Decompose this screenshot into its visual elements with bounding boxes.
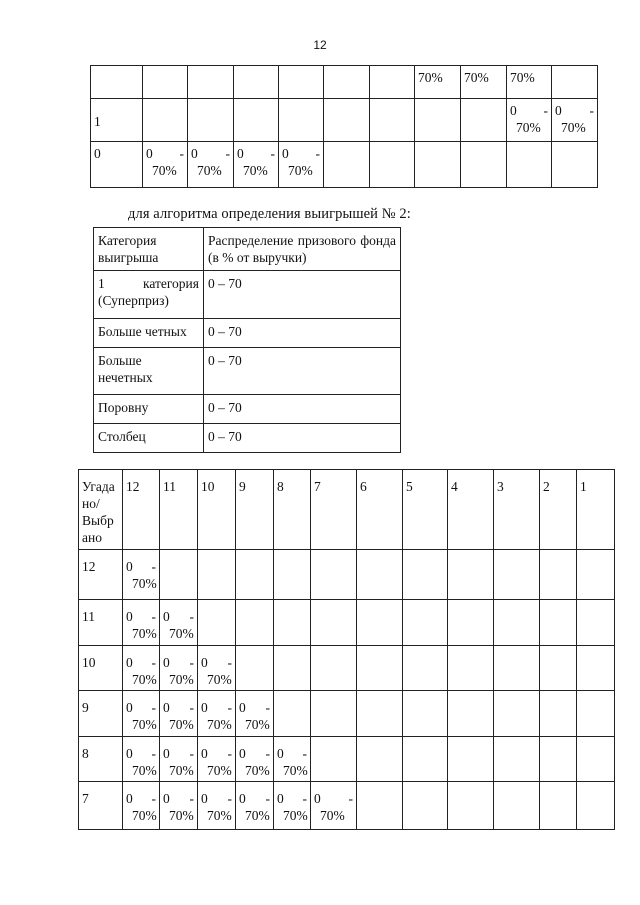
value-cell (198, 737, 236, 782)
value-cell (415, 99, 461, 142)
range-to: 70% (132, 626, 157, 641)
range-to: 70% (288, 163, 313, 178)
range-value (126, 654, 156, 688)
range-dash: - (227, 746, 232, 761)
range-top (163, 790, 194, 807)
range-from: 0 (201, 746, 208, 761)
range-dash: - (189, 700, 194, 715)
range-value (239, 699, 270, 733)
value-cell (552, 66, 598, 99)
value-cell (236, 550, 274, 600)
range-to: 70% (283, 763, 308, 778)
row-label-cell: 9 (79, 691, 123, 737)
column-header-cell: 1 (577, 470, 615, 550)
category-cell: Больше четных (94, 319, 204, 348)
value-cell: 70% (415, 66, 461, 99)
value-cell (507, 142, 552, 188)
value-cell (160, 691, 198, 737)
range-value (277, 745, 307, 779)
range-to: 70% (245, 763, 270, 778)
range-dash: - (179, 146, 184, 161)
header-distribution (204, 228, 401, 271)
range-dash: - (227, 655, 232, 670)
value-cell (123, 737, 160, 782)
range-from: 0 (191, 146, 198, 161)
range-dash: - (189, 655, 194, 670)
value-cell (198, 550, 236, 600)
range-to: 70% (197, 163, 222, 178)
range-to: 70% (169, 672, 194, 687)
range-dash: - (151, 559, 156, 574)
value-cell (274, 691, 311, 737)
range-top (146, 145, 184, 162)
range-from: 0 (163, 791, 170, 806)
range-dash: - (151, 655, 156, 670)
value-cell (143, 66, 188, 99)
range-to: 70% (132, 672, 157, 687)
range-dash: - (543, 103, 548, 118)
range-top (163, 608, 194, 625)
table-row (94, 348, 401, 395)
range-from: 0 (239, 791, 246, 806)
range-to: 70% (207, 717, 232, 732)
table-row (79, 691, 615, 737)
header-category: Категория выигрыша (94, 228, 204, 271)
range-top (126, 654, 156, 671)
range-dash: - (227, 791, 232, 806)
value-cell (198, 782, 236, 830)
value-cell (188, 66, 234, 99)
range-from: 0 (126, 746, 133, 761)
range-value (239, 790, 270, 824)
range-dash: - (151, 791, 156, 806)
range-from: 0 (277, 791, 284, 806)
table-row (94, 424, 401, 453)
value-cell (274, 737, 311, 782)
value-cell (279, 99, 324, 142)
range-to: 70% (207, 808, 232, 823)
column-header-cell: 6 (357, 470, 403, 550)
value-cell (577, 600, 615, 646)
value-cell (540, 550, 577, 600)
table-continuation (90, 65, 598, 188)
value-cell (279, 142, 324, 188)
range-from: 0 (510, 103, 517, 118)
value-cell (143, 99, 188, 142)
range-to: 70% (320, 808, 345, 823)
range-top (282, 145, 320, 162)
value-cell (461, 142, 507, 188)
category-cell: 1 категория (Суперприз) (94, 271, 204, 319)
column-header-cell: 5 (403, 470, 448, 550)
range-value (126, 699, 156, 733)
table-header-row (94, 228, 401, 271)
range-top (555, 102, 594, 119)
value-cell (311, 600, 357, 646)
value-cell (274, 550, 311, 600)
value-cell (494, 691, 540, 737)
range-from: 0 (146, 146, 153, 161)
value-cell (123, 646, 160, 691)
value-cell (324, 99, 370, 142)
range-from: 0 (201, 700, 208, 715)
column-header-cell: 4 (448, 470, 494, 550)
column-header-cell: 12 (123, 470, 160, 550)
range-top (239, 745, 270, 762)
range-top (239, 699, 270, 716)
value-cell: 70% (461, 66, 507, 99)
value-cell (552, 99, 598, 142)
value-cell: 0 – 70 (204, 395, 401, 424)
range-to: 70% (132, 808, 157, 823)
value-cell: 0 – 70 (204, 424, 401, 453)
range-to: 70% (245, 717, 270, 732)
range-value (555, 102, 594, 136)
value-cell (448, 646, 494, 691)
value-cell (494, 646, 540, 691)
value-cell (123, 600, 160, 646)
value-cell (236, 600, 274, 646)
value-cell (311, 691, 357, 737)
column-header-cell: 11 (160, 470, 198, 550)
value-cell (540, 646, 577, 691)
range-from: 0 (201, 791, 208, 806)
range-dash: - (189, 609, 194, 624)
column-header-cell: 10 (198, 470, 236, 550)
range-dash: - (265, 791, 270, 806)
value-cell (370, 66, 415, 99)
value-cell (448, 600, 494, 646)
range-dash: - (225, 146, 230, 161)
value-cell (370, 142, 415, 188)
column-header-cell: 2 (540, 470, 577, 550)
range-dash: - (189, 746, 194, 761)
value-cell (448, 782, 494, 830)
value-cell (311, 782, 357, 830)
value-cell (403, 550, 448, 600)
value-cell (403, 600, 448, 646)
range-value (282, 145, 320, 179)
value-cell (577, 550, 615, 600)
range-to: 70% (169, 717, 194, 732)
prize-distribution-table (93, 227, 401, 453)
value-cell (160, 737, 198, 782)
value-cell (274, 782, 311, 830)
table-row (79, 782, 615, 830)
range-top (126, 790, 156, 807)
range-to: 70% (243, 163, 268, 178)
range-to: 70% (207, 763, 232, 778)
value-cell (123, 550, 160, 600)
value-cell (188, 99, 234, 142)
value-cell (123, 782, 160, 830)
value-cell (507, 99, 552, 142)
value-cell (198, 646, 236, 691)
range-to: 70% (169, 626, 194, 641)
range-dash: - (151, 609, 156, 624)
value-cell (357, 550, 403, 600)
range-value (201, 790, 232, 824)
value-cell (403, 646, 448, 691)
column-header-cell: 7 (311, 470, 357, 550)
value-cell (577, 737, 615, 782)
row-label-cell: 8 (79, 737, 123, 782)
range-from: 0 (163, 655, 170, 670)
range-dash: - (189, 791, 194, 806)
value-cell (236, 691, 274, 737)
range-value (146, 145, 184, 179)
value-cell (160, 646, 198, 691)
category-cell: Столбец (94, 424, 204, 453)
range-top (201, 790, 232, 807)
range-value (277, 790, 307, 824)
header-distribution-text: Распределение призового фонда (в % от выручки) (208, 233, 396, 265)
value-cell (461, 99, 507, 142)
value-cell (403, 691, 448, 737)
value-cell (198, 600, 236, 646)
value-cell (160, 550, 198, 600)
range-dash: - (315, 146, 320, 161)
value-cell (494, 737, 540, 782)
value-cell (494, 782, 540, 830)
range-dash: - (227, 700, 232, 715)
value-cell (403, 782, 448, 830)
range-to: 70% (283, 808, 308, 823)
range-value (126, 745, 156, 779)
value-cell (234, 99, 279, 142)
column-header-cell: 3 (494, 470, 540, 550)
range-value (163, 745, 194, 779)
range-to: 70% (152, 163, 177, 178)
range-value (126, 558, 156, 592)
category-cell: Поровну (94, 395, 204, 424)
row-label-cell: 10 (79, 646, 123, 691)
range-from: 0 (163, 609, 170, 624)
range-to: 70% (245, 808, 270, 823)
table-row (91, 142, 598, 188)
value-cell (357, 646, 403, 691)
value-cell (552, 142, 598, 188)
value-cell (311, 737, 357, 782)
range-value (163, 608, 194, 642)
value-cell (234, 142, 279, 188)
range-from: 0 (314, 791, 321, 806)
range-dash: - (265, 746, 270, 761)
range-top (126, 699, 156, 716)
range-from: 0 (126, 559, 133, 574)
range-top (163, 699, 194, 716)
range-from: 0 (277, 746, 284, 761)
row-label-cell: 7 (79, 782, 123, 830)
range-to: 70% (169, 808, 194, 823)
range-from: 0 (201, 655, 208, 670)
range-dash: - (265, 700, 270, 715)
range-top (237, 145, 275, 162)
value-cell (274, 646, 311, 691)
table-row (91, 99, 598, 142)
range-value (201, 745, 232, 779)
range-top (126, 608, 156, 625)
value-cell (577, 782, 615, 830)
value-cell (357, 600, 403, 646)
range-value (510, 102, 548, 136)
range-to: 70% (207, 672, 232, 687)
value-cell (357, 782, 403, 830)
value-cell (160, 600, 198, 646)
value-cell (494, 550, 540, 600)
value-cell (236, 646, 274, 691)
column-header-cell: 8 (274, 470, 311, 550)
range-top (314, 790, 353, 807)
value-cell (577, 646, 615, 691)
range-from: 0 (239, 746, 246, 761)
value-cell (236, 782, 274, 830)
table-row (79, 646, 615, 691)
value-cell (577, 691, 615, 737)
guessed-selected-table (78, 469, 615, 830)
range-value (201, 699, 232, 733)
table-row (79, 737, 615, 782)
range-from: 0 (126, 700, 133, 715)
column-header-cell: 9 (236, 470, 274, 550)
range-from: 0 (163, 746, 170, 761)
value-cell (160, 782, 198, 830)
range-dash: - (302, 791, 307, 806)
range-from: 0 (126, 791, 133, 806)
range-from: 0 (126, 609, 133, 624)
range-value (126, 608, 156, 642)
value-cell (494, 600, 540, 646)
value-cell (448, 550, 494, 600)
range-dash: - (151, 700, 156, 715)
range-value (126, 790, 156, 824)
value-cell (198, 691, 236, 737)
range-from: 0 (237, 146, 244, 161)
range-from: 0 (555, 103, 562, 118)
value-cell (324, 142, 370, 188)
value-cell (540, 600, 577, 646)
range-to: 70% (516, 120, 541, 135)
value-cell (234, 66, 279, 99)
range-from: 0 (282, 146, 289, 161)
range-top (277, 790, 307, 807)
range-to: 70% (132, 717, 157, 732)
range-value (201, 654, 232, 688)
corner-cell: Угада но/ Выбр ано (79, 470, 123, 550)
row-label-cell: 11 (79, 600, 123, 646)
table-row (94, 271, 401, 319)
range-top (201, 699, 232, 716)
range-to: 70% (132, 763, 157, 778)
range-top (201, 654, 232, 671)
range-dash: - (348, 791, 353, 806)
value-cell (236, 737, 274, 782)
page-number: 12 (313, 38, 327, 52)
row-label-cell (91, 66, 143, 99)
row-label-cell: 1 (91, 99, 143, 142)
table-row (91, 66, 598, 99)
value-cell (188, 142, 234, 188)
row-label-cell: 12 (79, 550, 123, 600)
row-label-cell: 0 (91, 142, 143, 188)
value-cell (540, 691, 577, 737)
value-cell (311, 550, 357, 600)
value-cell: 0 – 70 (204, 319, 401, 348)
range-value (163, 699, 194, 733)
range-to: 70% (169, 763, 194, 778)
range-top (239, 790, 270, 807)
range-value (163, 790, 194, 824)
value-cell (370, 99, 415, 142)
value-cell (448, 691, 494, 737)
value-cell (403, 737, 448, 782)
range-top (126, 558, 156, 575)
range-to: 70% (132, 576, 157, 591)
range-value (237, 145, 275, 179)
range-top (126, 745, 156, 762)
range-value (314, 790, 353, 824)
range-top (201, 745, 232, 762)
range-from: 0 (239, 700, 246, 715)
value-cell (123, 691, 160, 737)
table-header-row (79, 470, 615, 550)
value-cell (448, 737, 494, 782)
range-top (510, 102, 548, 119)
value-cell (357, 691, 403, 737)
range-top (277, 745, 307, 762)
table-row (94, 319, 401, 348)
range-top (163, 745, 194, 762)
value-cell (279, 66, 324, 99)
range-dash: - (270, 146, 275, 161)
value-cell (415, 142, 461, 188)
value-cell (311, 646, 357, 691)
range-value (163, 654, 194, 688)
range-from: 0 (126, 655, 133, 670)
algorithm-caption: для алгоритма определения выигрышей № 2: (128, 206, 411, 222)
table-row (79, 600, 615, 646)
table-row (79, 550, 615, 600)
value-cell (274, 600, 311, 646)
value-cell: 70% (507, 66, 552, 99)
value-cell (357, 737, 403, 782)
table-row (94, 395, 401, 424)
range-from: 0 (163, 700, 170, 715)
value-cell (540, 737, 577, 782)
range-dash: - (151, 746, 156, 761)
value-cell (143, 142, 188, 188)
range-to: 70% (561, 120, 586, 135)
value-cell: 0 – 70 (204, 271, 401, 319)
value-cell (324, 66, 370, 99)
range-dash: - (589, 103, 594, 118)
range-top (191, 145, 230, 162)
category-cell: Больше нечетных (94, 348, 204, 395)
range-value (239, 745, 270, 779)
range-top (163, 654, 194, 671)
value-cell: 0 – 70 (204, 348, 401, 395)
range-value (191, 145, 230, 179)
range-dash: - (302, 746, 307, 761)
value-cell (540, 782, 577, 830)
